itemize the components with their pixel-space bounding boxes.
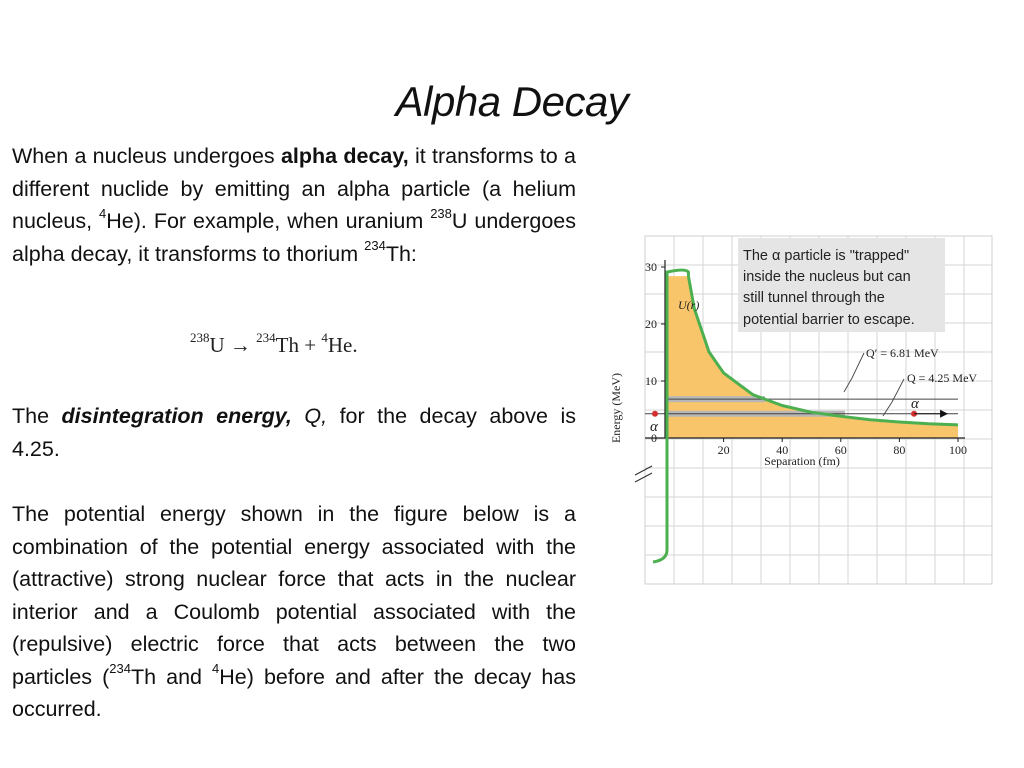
text: The [12,404,62,428]
y-tick-label: 30 [645,260,657,274]
x-tick-label: 100 [949,443,967,457]
curve-label: U(r) [678,298,700,312]
disintegration-paragraph [12,400,576,465]
alpha-decay-term: alpha decay, [280,144,409,168]
annotation-line: still tunnel through the [743,290,885,306]
q-symbol: Q, [304,404,328,428]
text: Th and [130,664,213,689]
arrow: → [229,333,251,357]
superscript: 4 [99,205,107,221]
disintegration-term: disintegration energy, [61,404,292,428]
intro-paragraph [12,140,576,270]
text: He) before and after the decay has occurred. [12,664,576,721]
potential-energy-figure [600,230,1000,595]
annotation-line: potential barrier to escape. [743,312,915,328]
y-tick-label: 0 [651,431,657,445]
potential-energy-chart [600,230,1000,590]
thorium-symbol: Th [275,333,299,357]
alpha-label-inside: α [650,419,658,435]
superscript: 4 [212,661,220,677]
text: He). For example, when uranium [106,209,431,233]
plus: + [304,333,317,357]
superscript: 234 [109,661,131,677]
annotation-line: inside the nucleus but can [743,269,911,285]
alpha-label-outside: α [911,396,919,412]
superscript: 234 [256,330,276,345]
x-tick-label: 20 [717,443,730,457]
superscript: 4 [321,330,328,345]
q-prime-label: Q′ = 6.81 MeV [866,346,939,360]
y-axis-label: Energy (MeV) [609,372,623,444]
arrowhead-icon [940,410,948,418]
decay-equation [190,330,358,358]
x-tick-label: 80 [893,443,906,457]
text: The potential energy shown in the figure below is a combination of the potential energy associated with the (attractive) strong nuclear force that acts in the nuclear interior and a Coulomb potential associated with the (repulsive) electric force that acts between the two particles ( [12,502,576,689]
text: When a nucleus undergoes [12,144,281,168]
q-label: Q = 4.25 MeV [907,371,978,385]
helium-symbol: He. [327,333,358,357]
x-tick-label: 40 [776,443,789,457]
y-tick-label: 20 [645,317,657,331]
y-tick-label: 10 [645,374,657,388]
x-tick-labels [718,438,967,457]
x-tick-label: 60 [834,443,847,457]
text: U undergoes alpha decay, it transforms to thorium [12,209,576,266]
alpha-particle-inside-marker [652,411,658,417]
superscript: 234 [364,238,386,254]
text: it transforms to a different nuclide by emitting an alpha particle (a helium nucleus, [12,144,576,233]
uranium-symbol: U [209,333,225,357]
slide-title: Alpha Decay [395,78,629,126]
potential-paragraph [12,498,576,726]
text: Th: [385,241,417,266]
superscript: 238 [190,330,210,345]
superscript: 238 [430,205,452,221]
x-axis-label: Separation (fm) [764,454,840,468]
text: for the decay above is 4.25. [12,404,576,461]
annotation-line: The α particle is "trapped" [743,248,910,264]
